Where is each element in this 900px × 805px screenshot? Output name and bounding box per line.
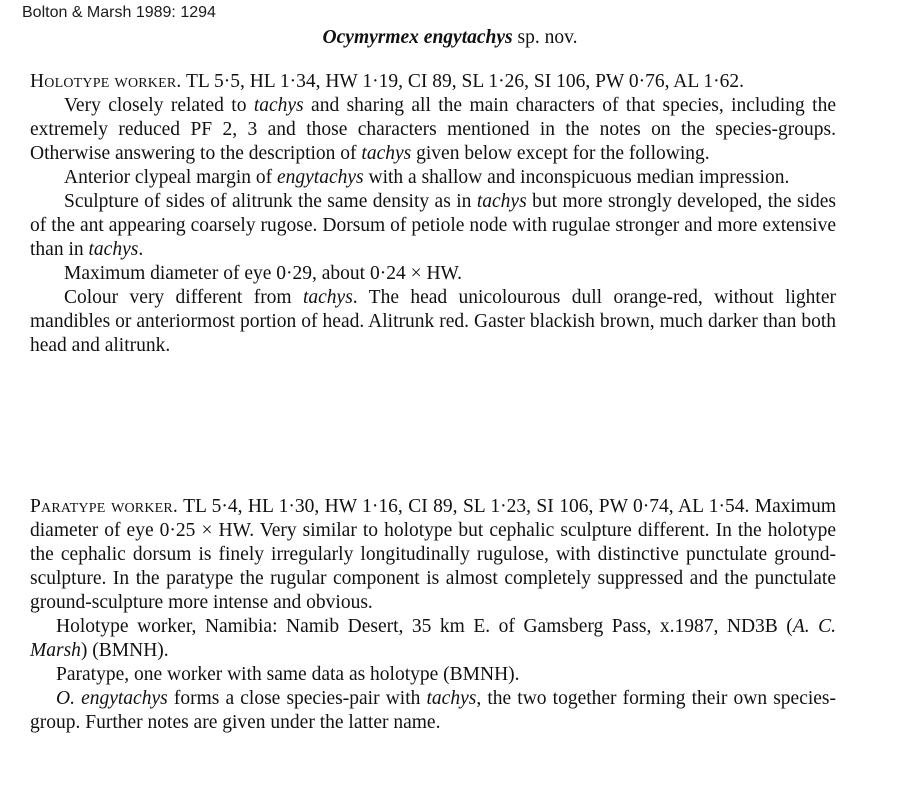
holotype-values: TL 5·5, HL 1·34, HW 1·19, CI 89, SL 1·26, SI 106, PW 0·76, AL 1·62. [181, 71, 745, 92]
holotype-heading: Holotype worker. [30, 71, 182, 92]
holotype-section [30, 70, 836, 358]
holotype-measurements [30, 70, 836, 94]
paratype-paragraph-1: Paratype worker. TL 5·4, HL 1·30, HW 1·16, CI 89, SL 1·23, SI 106, PW 0·74, AL 1·54. Maximum diameter of eye 0·25 × HW. Very similar to holotype but cephalic sculpture different. In the holotype the cephalic dorsum is finely irregularly longitudinally rugulose, with distinctive punctulate ground-sculpture. In the paratype the rugular component is almost completely suppressed and the punctulate ground-sculpture more intense and obvious. [30, 496, 836, 613]
citation-header: Bolton & Marsh 1989: 1294 [22, 4, 216, 21]
paratype-paragraph-2: Holotype worker, Namibia: Namib Desert, 35 km E. of Gamsberg Pass, x.1987, ND3B (A. C. Marsh) (BMNH). [30, 616, 837, 661]
holotype-paragraph-1: Very closely related to tachys and sharing all the main characters of that species, including the extremely reduced PF 2, 3 and those characters mentioned in the notes on the species-groups. Otherwise answering to the description of tachys given below except for the following. [30, 95, 836, 164]
paratype-paragraph-4: O. engytachys forms a close species-pair with tachys, the two together forming their own species-group. Further notes are given under the latter name. [30, 688, 836, 733]
species-title [0, 26, 900, 50]
species-suffix: sp. nov. [512, 27, 578, 48]
paratype-heading: Paratype worker. [30, 496, 179, 517]
paratype-paragraph-3: Paratype, one worker with same data as holotype (BMNH). [56, 664, 520, 685]
paratype-section [30, 495, 836, 735]
holotype-paragraph-4: Maximum diameter of eye 0·29, about 0·24 × HW. [64, 263, 463, 284]
holotype-paragraph-5: Colour very different from tachys. The head unicolourous dull orange-red, without lighter mandibles or anteriormost portion of head. Alitrunk red. Gaster blackish brown, much darker than both head and alitrunk. [30, 287, 836, 356]
holotype-paragraph-2: Anterior clypeal margin of engytachys with a shallow and inconspicuous median impression. [64, 167, 790, 188]
holotype-paragraph-3: Sculpture of sides of alitrunk the same density as in tachys but more strongly developed, the sides of the ant appearing coarsely rugose. Dorsum of petiole node with rugulae stronger and more extensive than in tachys. [30, 191, 836, 260]
species-name: Ocymyrmex engytachys [322, 27, 513, 48]
